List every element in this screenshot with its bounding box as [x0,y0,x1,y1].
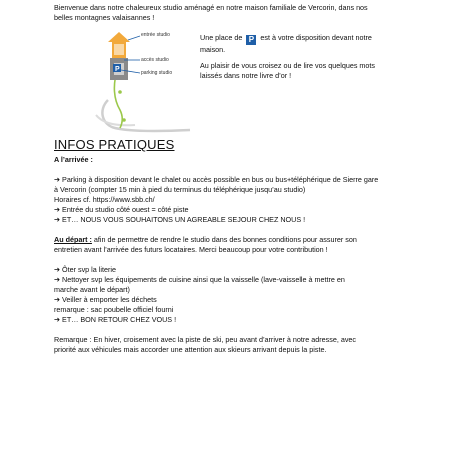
intro-paragraph [54,3,434,23]
remark-line-1: Remarque : En hiver, croisement avec la piste de ski, peu avant d’arriver à notre adresse, avec [54,335,357,344]
intro-line-1: Bienvenue dans notre chaleureux studio aménagé en notre maison familiale de Vercorin, dans nos [54,3,368,12]
section-title: INFOS PRATIQUES [54,137,175,152]
arrival-heading: A l’arrivée : [54,155,93,164]
parking-text-line-2: maison. [200,45,226,54]
arrow-entry [128,36,140,40]
departure-line-1-text: afin de permettre de rendre le studio dans des bonnes conditions pour assurer son [91,235,357,244]
label-access: accès studio [141,57,169,63]
departure-item: ➔ ET… BON RETOUR CHEZ VOUS ! [54,315,177,324]
right-column [200,33,430,87]
departure-item: ➔ Nettoyer svp les équipements de cuisine ainsi que la vaisselle (lave-vaisselle à mettre en [54,275,345,284]
house-roof-icon [108,32,130,42]
arrival-line: ➔ ET… NOUS VOUS SOUHAITONS UN AGREABLE SEJOUR CHEZ NOUS ! [54,215,306,224]
parking-text-after: est à votre disposition devant notre [260,33,372,42]
departure-item: remarque : sac poubelle officiel fourni [54,305,174,314]
guestbook-paragraph [200,61,430,81]
guestbook-line-2: laissés dans notre livre d’or ! [200,71,292,80]
parking-symbol: P [115,66,120,73]
parking-text-before: Une place de [200,33,243,42]
arrival-line: ➔ Parking à disposition devant le chalet ou accès possible en bus ou bus+téléphérique de Sierre gare [54,175,379,184]
departure-item: ➔ Ôter svp la literie [54,265,116,274]
departure-line-2: entretien avant l’arrivée des futurs locataires. Merci beaucoup pour votre contribution ! [54,245,328,254]
departure-item: ➔ Veiller à emporter les déchets [54,295,157,304]
arrival-line: Horaires cf. https://www.sbb.ch/ [54,195,155,204]
parking-paragraph [200,33,430,55]
remark-line-2: priorité aux véhicules mais accorder une attention aux skieurs arrivant depuis la piste. [54,345,327,354]
road-line [102,100,190,131]
departure-label: Au départ : [54,235,92,244]
arrival-line: ➔ Entrée du studio côté ouest = côté piste [54,205,189,214]
label-entry: entrée studio [141,32,170,38]
intro-line-2: belles montagnes valaisannes ! [54,13,155,22]
parking-icon-inline: P [246,35,256,45]
guestbook-line-1: Au plaisir de vous croisez ou de lire vos quelques mots [200,61,375,70]
location-map [90,30,200,140]
departure-line-1 [54,235,384,245]
label-parking: parking studio [141,70,173,76]
location-map-drawing [90,30,200,140]
departure-item: marche avant le départ) [54,285,130,294]
practical-info [54,155,384,355]
arrival-line: à Vercorin (compter 15 min à pied du terminus du téléphérique jusqu’au studio) [54,185,306,194]
